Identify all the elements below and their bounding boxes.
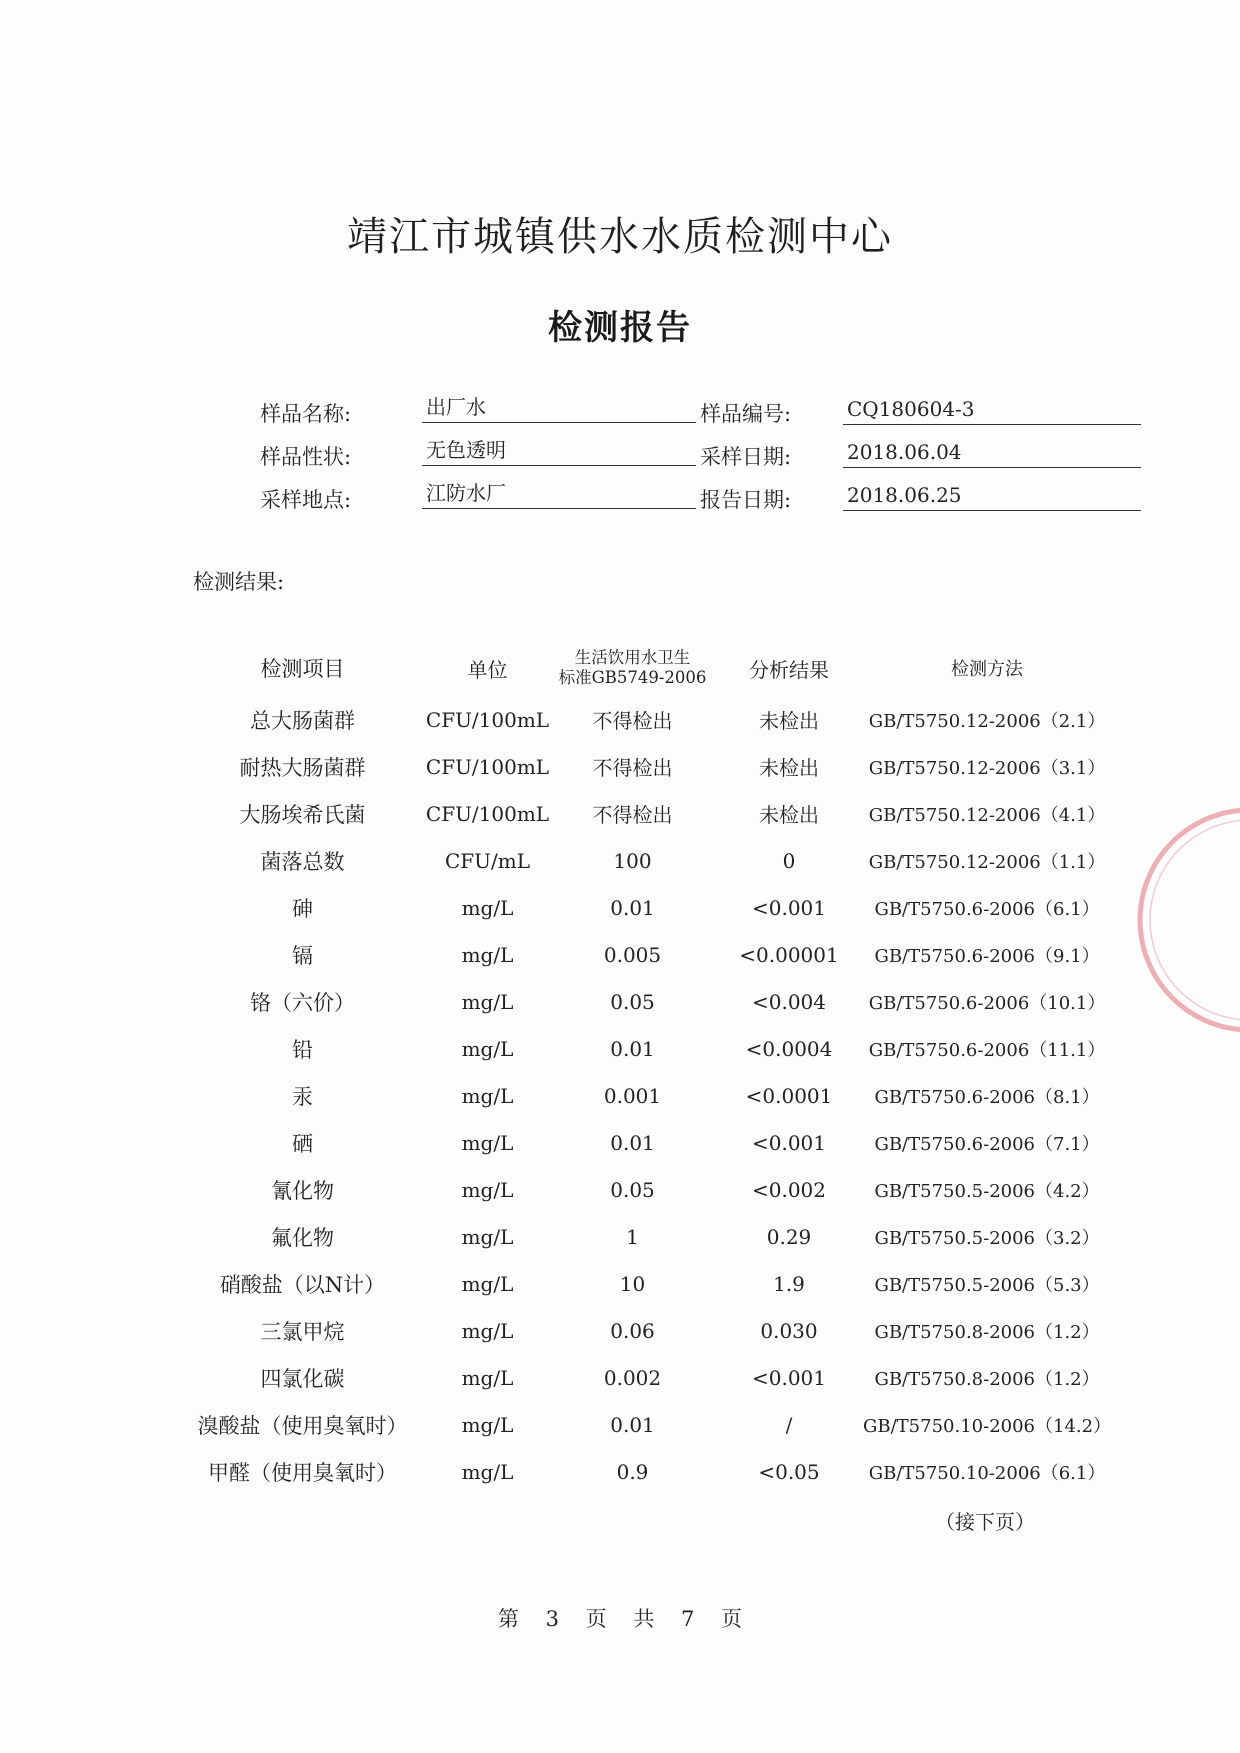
cell-item: 镉 <box>292 943 313 968</box>
cell-unit: mg/L <box>461 1224 514 1249</box>
sample-info-row-3 <box>0 481 1240 524</box>
cell-unit: mg/L <box>461 1271 514 1296</box>
cell-standard: 10 <box>619 1271 646 1296</box>
table-row <box>180 1448 1111 1495</box>
cell-method: GB/T5750.6-2006（6.1） <box>874 898 1100 920</box>
cell-item: 菌落总数 <box>260 849 345 874</box>
cell-standard: 1 <box>626 1224 639 1249</box>
cell-method: GB/T5750.5-2006（3.2） <box>874 1227 1100 1249</box>
cell-result: <0.001 <box>751 895 826 920</box>
page-total-prefix: 共 <box>633 1607 655 1631</box>
cell-item: 硒 <box>292 1131 313 1156</box>
official-seal-stamp <box>1130 790 1240 1050</box>
table-row <box>180 743 1111 790</box>
cell-standard: 100 <box>613 848 652 873</box>
header-standard-line1: 生活饮用水卫生 <box>574 648 691 667</box>
cell-method: GB/T5750.6-2006（8.1） <box>874 1086 1100 1108</box>
cell-standard: 0.002 <box>603 1365 662 1390</box>
cell-result: <0.001 <box>751 1365 826 1390</box>
cell-item: 三氯甲烷 <box>260 1319 345 1344</box>
page-current: 3 <box>545 1607 559 1631</box>
table-row <box>180 1072 1111 1119</box>
cell-item: 大肠埃希氏菌 <box>239 802 366 827</box>
cell-result: <0.05 <box>758 1459 820 1484</box>
table-row <box>180 1166 1111 1213</box>
table-row <box>180 931 1111 978</box>
page-mid: 页 <box>585 1607 607 1631</box>
cell-unit: CFU/100mL <box>425 754 550 779</box>
cell-item: 四氯化碳 <box>260 1366 345 1391</box>
cell-item: 溴酸盐（使用臭氧时） <box>197 1413 408 1438</box>
header-result: 分析结果 <box>749 657 829 682</box>
table-row <box>180 1213 1111 1260</box>
cell-item: 氟化物 <box>271 1225 334 1250</box>
cell-standard: 0.05 <box>610 989 655 1014</box>
cell-standard: 0.01 <box>610 1130 655 1155</box>
report-date-value: 2018.06.25 <box>843 480 1141 511</box>
cell-item: 甲醛（使用臭氧时） <box>208 1460 397 1485</box>
cell-result: <0.001 <box>751 1130 826 1155</box>
cell-unit: mg/L <box>461 1083 514 1108</box>
sample-info-row-2 <box>0 438 1240 481</box>
cell-standard: 0.06 <box>610 1318 655 1343</box>
cell-item: 砷 <box>292 896 313 921</box>
cell-method: GB/T5750.12-2006（1.1） <box>868 851 1106 873</box>
header-unit: 单位 <box>467 657 508 682</box>
cell-item: 耐热大肠菌群 <box>239 755 366 780</box>
cell-standard: 不得检出 <box>592 803 673 827</box>
report-title: 检测报告 <box>548 308 692 348</box>
table-row <box>180 1260 1111 1307</box>
sample-state-label: 样品性状: <box>260 445 352 469</box>
cell-standard: 0.01 <box>610 1036 655 1061</box>
cell-method: GB/T5750.8-2006（1.2） <box>874 1321 1100 1343</box>
cell-result: 0.030 <box>760 1318 818 1343</box>
cell-item: 铬（六价） <box>250 990 355 1015</box>
sample-number-value: CQ180604-3 <box>843 394 1141 425</box>
table-row <box>180 1354 1111 1401</box>
sample-date-label: 采样日期: <box>700 445 792 469</box>
cell-item: 氰化物 <box>271 1178 334 1203</box>
cell-result: 1.9 <box>773 1271 805 1296</box>
sample-location-label: 采样地点: <box>260 488 352 512</box>
cell-result: / <box>785 1412 793 1437</box>
cell-unit: mg/L <box>461 942 514 967</box>
page-suffix: 页 <box>721 1607 743 1631</box>
cell-method: GB/T5750.10-2006（14.2） <box>863 1415 1112 1437</box>
cell-standard: 0.01 <box>610 1412 655 1437</box>
cell-method: GB/T5750.5-2006（4.2） <box>874 1180 1100 1202</box>
table-row <box>180 790 1111 837</box>
table-row <box>180 1119 1111 1166</box>
sample-location-value: 江防水厂 <box>422 478 696 509</box>
continue-note: （接下页） <box>935 1510 1035 1534</box>
table-row <box>180 1401 1111 1448</box>
cell-method: GB/T5750.6-2006（11.1） <box>868 1039 1106 1061</box>
cell-unit: mg/L <box>461 1036 514 1061</box>
table-row <box>180 884 1111 931</box>
table-row <box>180 978 1111 1025</box>
cell-result: 未检出 <box>759 756 819 780</box>
seal-ring <box>1140 810 1240 1030</box>
report-date-label: 报告日期: <box>700 488 792 512</box>
cell-result: <0.002 <box>751 1177 826 1202</box>
cell-standard: 0.9 <box>616 1459 649 1484</box>
cell-result: 0.29 <box>766 1224 812 1249</box>
cell-standard: 0.001 <box>603 1083 662 1108</box>
cell-method: GB/T5750.12-2006（2.1） <box>868 710 1106 732</box>
cell-unit: mg/L <box>461 1365 514 1390</box>
header-method: 检测方法 <box>951 659 1024 680</box>
table-row <box>180 1307 1111 1354</box>
cell-item: 硝酸盐（以N计） <box>219 1272 386 1297</box>
cell-method: GB/T5750.8-2006（1.2） <box>874 1368 1100 1390</box>
sample-name-value: 出厂水 <box>422 392 696 423</box>
cell-result: 未检出 <box>759 803 819 827</box>
cell-method: GB/T5750.6-2006（10.1） <box>868 992 1106 1014</box>
cell-standard: 0.01 <box>610 895 655 920</box>
cell-method: GB/T5750.10-2006（6.1） <box>868 1462 1106 1484</box>
results-table <box>180 640 1111 1495</box>
sample-date-value: 2018.06.04 <box>843 437 1141 468</box>
cell-method: GB/T5750.6-2006（7.1） <box>874 1133 1100 1155</box>
table-row <box>180 1025 1111 1072</box>
cell-unit: mg/L <box>461 895 514 920</box>
cell-unit: mg/L <box>461 989 514 1014</box>
cell-unit: mg/L <box>461 1459 514 1484</box>
cell-item: 汞 <box>292 1084 313 1109</box>
cell-method: GB/T5750.12-2006（3.1） <box>868 757 1106 779</box>
cell-standard: 0.005 <box>603 942 662 967</box>
cell-method: GB/T5750.5-2006（5.3） <box>874 1274 1100 1296</box>
cell-unit: mg/L <box>461 1412 514 1437</box>
cell-unit: mg/L <box>461 1130 514 1155</box>
cell-result: <0.0001 <box>745 1083 833 1108</box>
cell-item: 铅 <box>292 1037 313 1062</box>
cell-method: GB/T5750.6-2006（9.1） <box>874 945 1100 967</box>
cell-standard: 不得检出 <box>592 709 673 733</box>
cell-standard: 不得检出 <box>592 756 673 780</box>
cell-item: 总大肠菌群 <box>250 708 355 733</box>
cell-unit: mg/L <box>461 1318 514 1343</box>
cell-result: 未检出 <box>759 709 819 733</box>
sample-state-value: 无色透明 <box>422 435 696 466</box>
results-header-row <box>180 640 1111 696</box>
sample-info-row-1 <box>0 395 1240 438</box>
table-row <box>180 837 1111 884</box>
cell-unit: CFU/100mL <box>425 707 550 732</box>
cell-unit: mg/L <box>461 1177 514 1202</box>
cell-result: 0 <box>782 848 796 873</box>
cell-result: <0.004 <box>751 989 826 1014</box>
page-total: 7 <box>681 1607 695 1631</box>
header-standard-line2: 标准GB5749-2006 <box>558 668 707 687</box>
cell-result: <0.0004 <box>745 1036 833 1061</box>
sample-number-label: 样品编号: <box>700 402 792 426</box>
organization-title: 靖江市城镇供水水质检测中心 <box>347 214 893 260</box>
cell-method: GB/T5750.12-2006（4.1） <box>868 804 1106 826</box>
sample-name-label: 样品名称: <box>260 402 352 426</box>
page-prefix: 第 <box>497 1607 519 1631</box>
header-item: 检测项目 <box>260 657 345 681</box>
cell-unit: CFU/mL <box>444 848 531 873</box>
page-footer <box>0 1603 1240 1633</box>
cell-standard: 0.05 <box>610 1177 655 1202</box>
results-label: 检测结果: <box>193 570 285 594</box>
cell-unit: CFU/100mL <box>425 801 550 826</box>
cell-result: <0.00001 <box>739 942 839 967</box>
header-standard <box>550 640 715 696</box>
table-row <box>180 696 1111 743</box>
